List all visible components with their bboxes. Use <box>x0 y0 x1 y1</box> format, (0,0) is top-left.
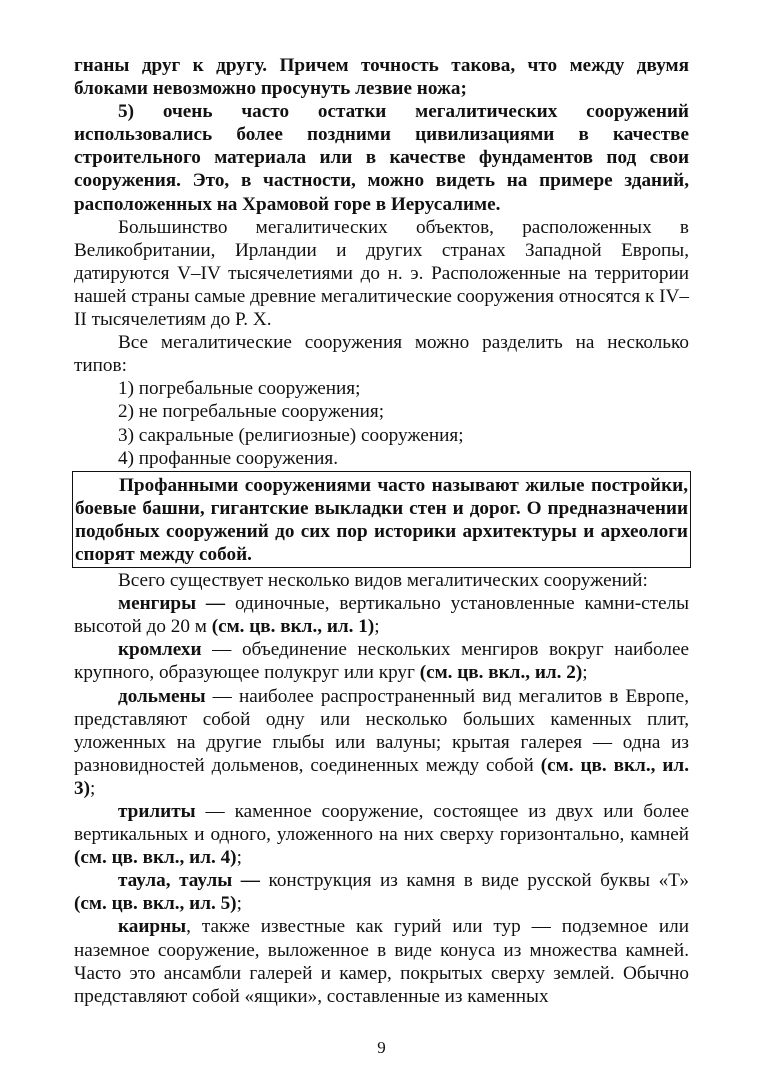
list-item: 1) погребальные сооружения; <box>118 378 361 400</box>
definition-term: кромлехи <box>118 639 202 661</box>
definition-text: — объединение нескольких менгиров вокруг наиболее крупного, образующее полукруг или круг <box>74 639 689 684</box>
definition-end: ; <box>236 847 242 869</box>
definition-cairns <box>74 915 689 1007</box>
definition-ref: (см. цв. вкл., ил. 5) <box>74 893 237 915</box>
definition-end: ; <box>89 777 96 799</box>
types-list <box>74 377 689 469</box>
definition-text: конструкция из камня в виде русской буквы «Т» <box>259 870 689 892</box>
definition-text: одиночные, вертикально установленные камни-стелы высотой до 20 м <box>74 593 689 638</box>
definition-ref: (см. цв. вкл., ил. 3) <box>74 754 689 799</box>
definition-text: — наиболее распространенный вид мегалитов в Европе, представляют собой одну или несколько больших каменных плит, уложенных на другие глыбы или валуны; крытая галерея — одна из разновидностей дольменов, соединенных между собой <box>74 685 689 776</box>
paragraph-kinds-intro: Всего существует несколько видов мегалитических сооружений: <box>118 570 648 592</box>
paragraph-point-5: 5) очень часто остатки мегалитических сооружений использовались более поздними цивилизациями в качестве строительного материала или в качестве фундаментов под свои сооружения. Это, в частности, можно видеть на примере зданий, расположенных на Храмовой горе в Иерусалиме. <box>74 101 689 215</box>
definition-end: ; <box>236 893 242 915</box>
definition-ref: (см. цв. вкл., ил. 2) <box>419 662 583 684</box>
paragraph-continuation: гнаны друг к другу. Причем точность такова, что между двумя блоками невозможно просунуть лезвие ножа; <box>74 55 689 100</box>
definition-ref: (см. цв. вкл., ил. 4) <box>74 847 237 869</box>
paragraph-types-intro: Все мегалитические сооружения можно разделить на несколько типов: <box>74 332 689 377</box>
definition-cromlechs <box>74 638 689 684</box>
list-item: 2) не погребальные сооружения; <box>118 401 385 423</box>
boxed-note-text: Профанными сооружениями часто называют жилые постройки, боевые башни, гигантские выкладки стен и дорог. О предназначении подобных сооружений до сих пор историки архитектуры и археологи спорят между собой. <box>75 474 688 565</box>
definition-end: ; <box>582 662 588 684</box>
definition-text: — каменное сооружение, состоящее из двух или более вертикальных и одного, уложенного на них сверху горизонтально, камней <box>74 801 689 846</box>
definition-taulas <box>74 869 689 915</box>
definition-end: ; <box>374 616 380 638</box>
paragraph-dating: Большинство мегалитических объектов, расположенных в Великобритании, Ирландии и других странах Западной Европы, датируются V–IV тысячелетиями до н. э. Расположенные на территории нашей страны самые древние мегалитические сооружения относятся к IV–II тысячелетиям до Р. Х. <box>74 216 689 331</box>
boxed-note <box>72 471 691 568</box>
list-item: 4) профанные сооружения. <box>118 447 338 469</box>
definition-term: трилиты <box>118 801 196 822</box>
definition-trilithons <box>74 800 689 869</box>
definition-dolmens <box>74 685 689 800</box>
definition-ref: (см. цв. вкл., ил. 1) <box>211 616 375 638</box>
definition-term: менгиры — <box>118 593 226 615</box>
definition-text: , также известные как гурий или тур — подземное или наземное сооружение, выложенное в виде конуса из множества камней. Часто это ансамбли галерей и камер, покрытых сверху землей. Обычно представляют собой «ящики», составленные из каменных <box>74 916 689 1007</box>
definition-menhirs <box>74 592 689 638</box>
definition-term: каирны <box>118 916 187 938</box>
definition-term: дольмены <box>118 685 206 707</box>
list-item: 3) сакральные (религиозные) сооружения; <box>118 424 464 446</box>
page-body <box>74 54 689 1008</box>
definition-term: таула, таулы — <box>118 870 260 892</box>
page-number: 9 <box>377 1038 386 1057</box>
